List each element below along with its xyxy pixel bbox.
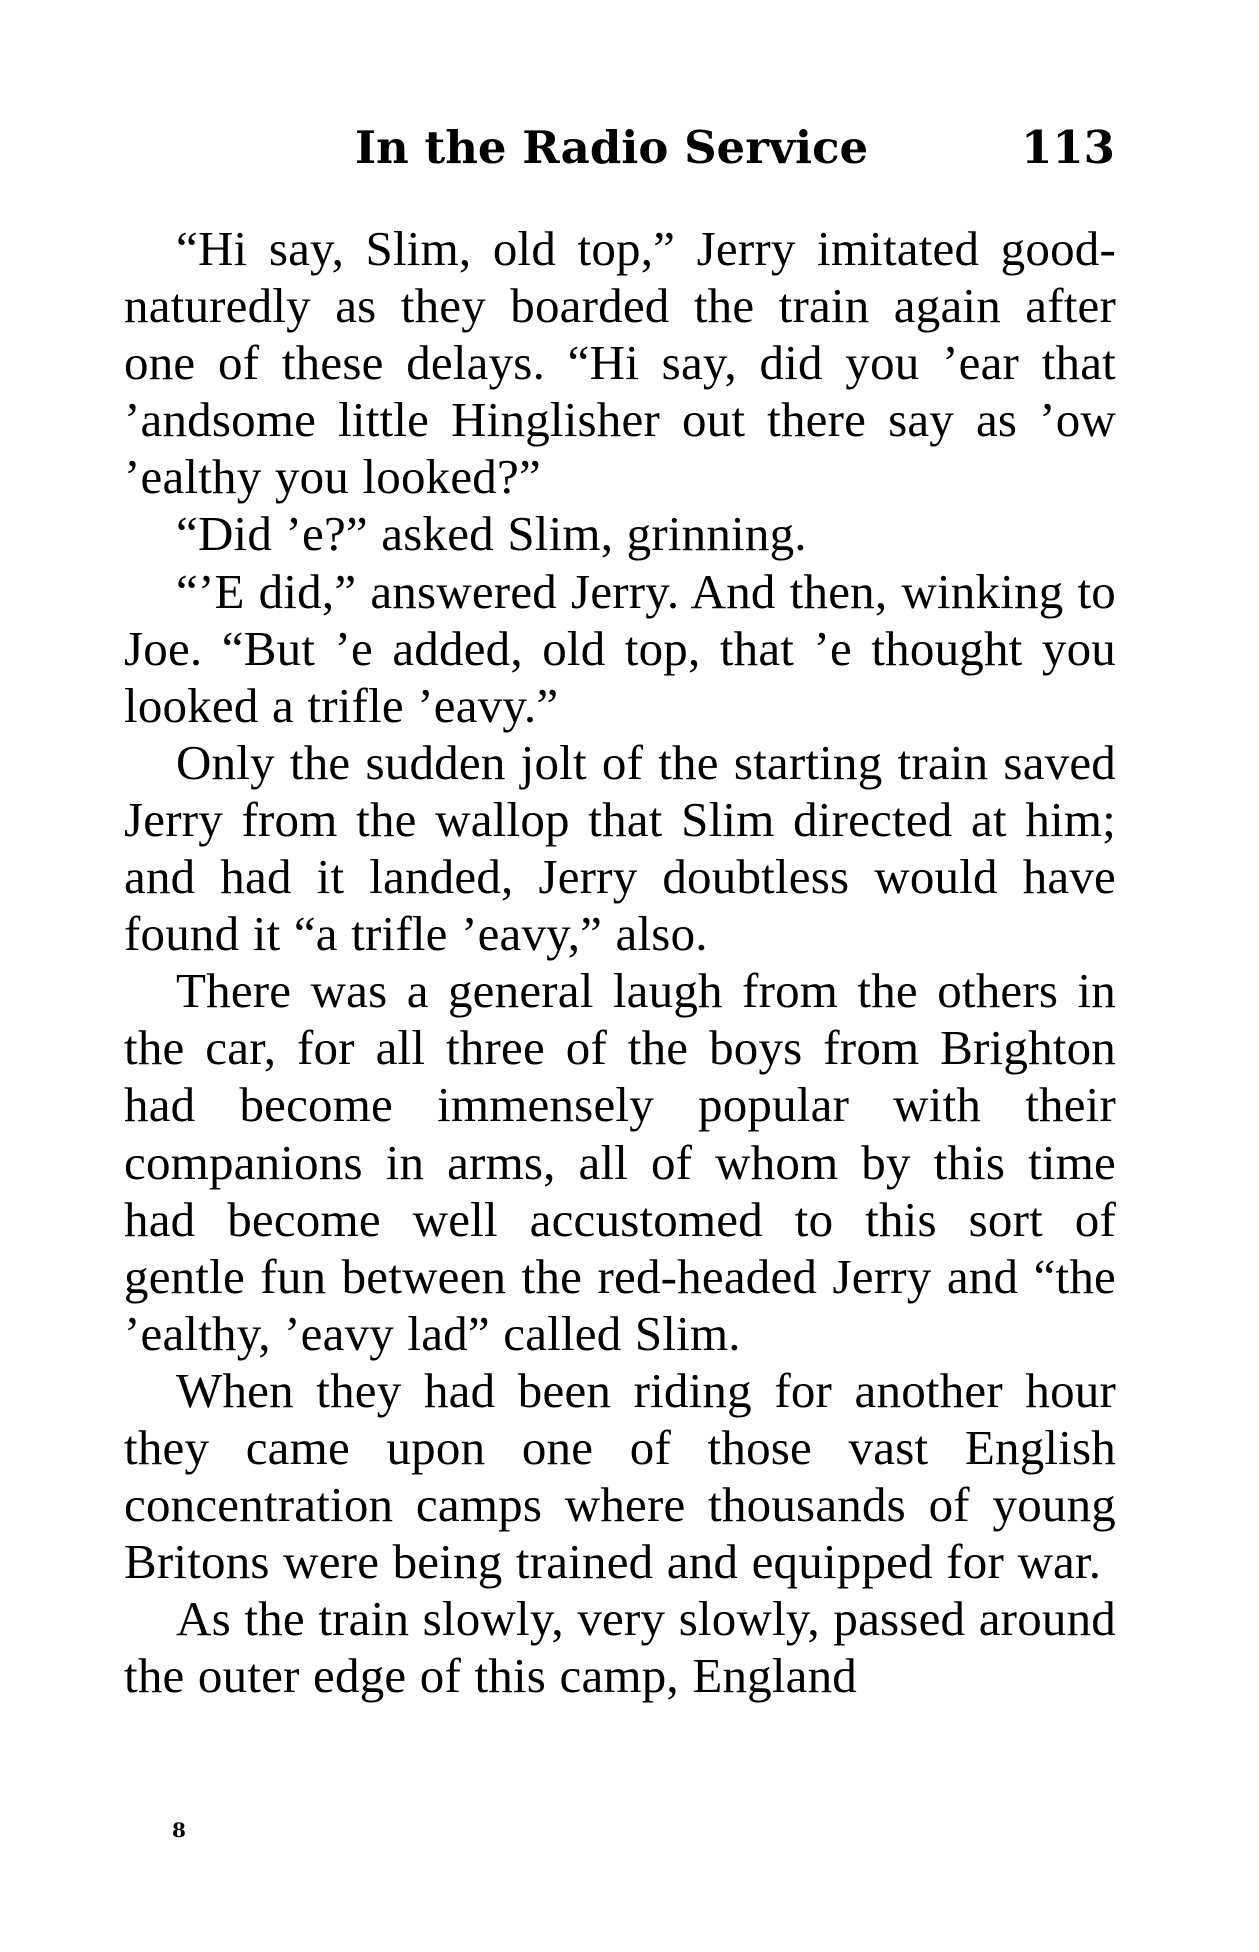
paragraph: When they had been riding for another hour they came upon one of those vast English concentration camps where thousands of young Britons were being trained and equipped for war. xyxy=(124,1362,1116,1590)
signature-mark: 8 xyxy=(172,1818,186,1842)
paragraph: There was a general laugh from the others in the car, for all three of the boys from Brighton had become immensely popular with their companions in arms, all of whom by this time had become well accustomed to this sort of gentle fun between the red-headed Jerry and “the ’ealthy, ’eavy lad” called Slim. xyxy=(124,963,1116,1361)
paragraph: Only the sudden jolt of the starting train saved Jerry from the wallop that Slim directed at him; and had it landed, Jerry doubtless would have found it “a trifle ’eavy,” also. xyxy=(124,734,1116,962)
paragraph: As the train slowly, very slowly, passed around the outer edge of this camp, England xyxy=(124,1591,1116,1704)
page-number: 113 xyxy=(1021,121,1115,174)
paragraph: “Hi say, Slim, old top,” Jerry imitated good-naturedly as they boarded the train again after one of these delays. “Hi say, did you ’ear that ’andsome little Hinglisher out there say as ’ow ’ealthy you looked?” xyxy=(124,221,1116,505)
running-head xyxy=(355,118,1115,178)
paragraph: “’E did,” answered Jerry. And then, winking to Joe. “But ’e added, old top, that ’e thought you looked a trifle ’eavy.” xyxy=(124,563,1116,733)
body-text xyxy=(124,220,1116,1704)
running-head-title: In the Radio Service xyxy=(355,121,869,174)
paragraph: “Did ’e?” asked Slim, grinning. xyxy=(176,506,807,562)
